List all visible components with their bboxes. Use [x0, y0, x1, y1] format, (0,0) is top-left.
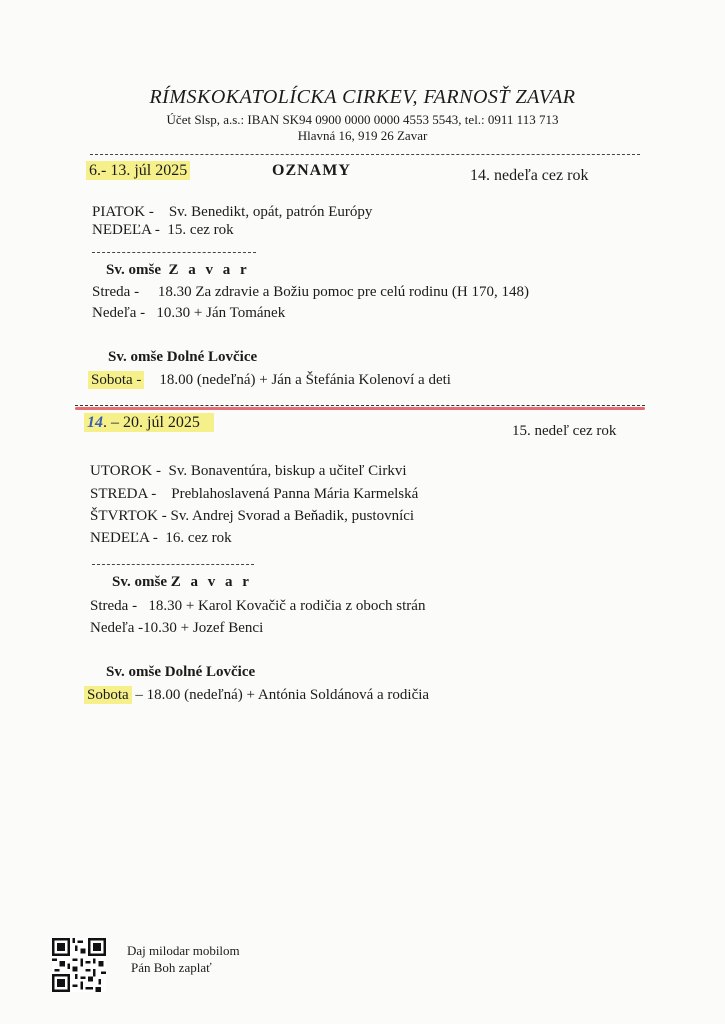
- week2-lovcice-row: Sobota – 18.00 (nedeľná) + Antónia Soldánová a rodičia: [84, 687, 429, 704]
- week1-day-row: [92, 222, 234, 239]
- day-text: Sv. Benedikt, opát, patrón Európy: [168, 204, 373, 220]
- week1-zavar-row: Streda - 18.30 Za zdravie a Božiu pomoc pre celú rodinu (H 170, 148): [92, 284, 529, 300]
- week1-sunday: 14. nedeľa cez rok: [470, 167, 589, 184]
- week-divider: [75, 405, 645, 406]
- thanks-text: Pán Boh zaplať: [131, 960, 212, 975]
- qr-code-icon: [52, 938, 106, 992]
- header-divider: [90, 154, 640, 155]
- oznamy-heading: OZNAMY: [272, 162, 351, 179]
- account-info: Účet Slsp, a.s.: IBAN SK94 0900 0000 0000 4553 5543, tel.: 0911 113 713: [166, 112, 559, 127]
- week2-day-row: ŠTVRTOK - Sv. Andrej Svorad a Beňadik, pustovníci: [90, 508, 415, 524]
- week1-lovcice-row: Sobota - 18.00 (nedeľná) + Ján a Štefánia Kolenoví a deti: [88, 372, 451, 389]
- week2-day-row: NEDEĽA - 16. cez rok: [90, 530, 232, 546]
- day-label: PIATOK -: [92, 204, 154, 220]
- week2-day-row: STREDA - Preblahoslavená Panna Mária Karmelská: [90, 486, 419, 502]
- day-label: NEDEĽA -: [92, 222, 160, 238]
- week2-date: 14. – 20. júl 2025: [84, 414, 214, 432]
- short-divider: [92, 252, 256, 253]
- week2-day-row: UTOROK - Sv. Bonaventúra, biskup a učiteľ Cirkvi: [90, 463, 407, 479]
- day-text: 15. cez rok: [167, 222, 234, 238]
- week1-lovcice-heading: Sv. omše Dolné Lovčice: [108, 349, 258, 365]
- week2-zavar-heading: Sv. omše Z a v a r: [112, 574, 252, 590]
- address: Hlavná 16, 919 26 Zavar: [297, 128, 428, 143]
- week1-zavar-row: Nedeľa - 10.30 + Ján Tománek: [92, 305, 286, 321]
- page-title: RÍMSKOKATOLÍCKA CIRKEV, FARNOSŤ ZAVAR: [149, 86, 576, 108]
- week1-day-row: [92, 204, 372, 221]
- week2-lovcice-heading: Sv. omše Dolné Lovčice: [106, 664, 256, 680]
- week2-sunday: 15. nedeľ cez rok: [512, 423, 617, 439]
- donation-text: Daj milodar mobilom: [127, 943, 240, 958]
- red-marker-line: [75, 407, 645, 410]
- week2-zavar-row: Nedeľa -10.30 + Jozef Benci: [90, 620, 264, 636]
- week1-zavar-heading: Sv. omše Z a v a r: [106, 262, 250, 278]
- week2-zavar-row: Streda - 18.30 + Karol Kovačič a rodičia z oboch strán: [90, 598, 426, 614]
- short-divider: [92, 564, 254, 565]
- week1-date: 6.- 13. júl 2025: [86, 162, 190, 180]
